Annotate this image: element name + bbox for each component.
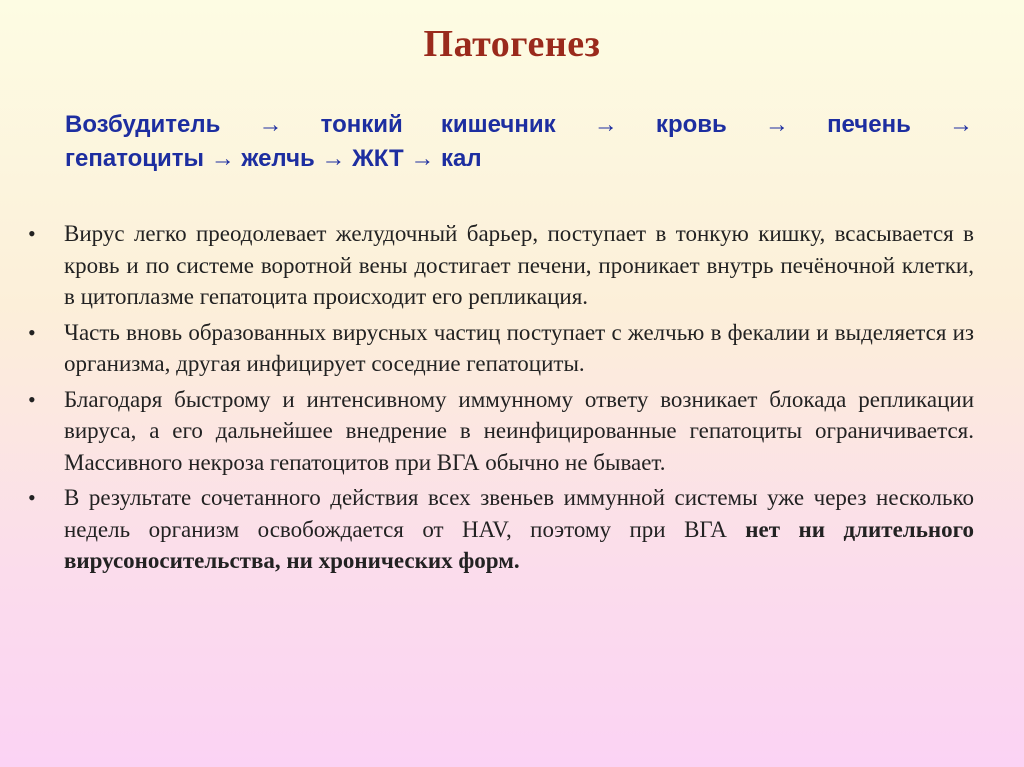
bullet-text: Вирус легко преодолевает желудочный барьер, поступает в тонкую кишку, всасывается в кровь и по системе воротной вены достигает печени, проникает внутрь печёночной клетки, в цитоплазме гепатоцита происходит его репликация. bbox=[64, 221, 974, 309]
bullet-marker: • bbox=[28, 221, 36, 246]
bullet-item bbox=[28, 482, 974, 577]
bullet-text: В результате сочетанного действия всех звеньев иммунной системы уже через несколько недель организм освобождается от HAV, поэтому при ВГА bbox=[64, 485, 974, 542]
bullet-marker: • bbox=[28, 319, 36, 345]
slide-title: Патогенез bbox=[423, 23, 601, 65]
bullet-text: Благодаря быстрому и интенсивному иммунному ответу возникает блокада репликации вируса, а его дальнейшее внедрение в неинфицированные гепатоциты ограничивается. Массивного некроза гепатоцитов при ВГА обычно не бывает. bbox=[64, 386, 974, 475]
bullet-item bbox=[28, 317, 974, 380]
bullet-item bbox=[28, 384, 974, 479]
bullet-text: Часть вновь образованных вирусных частиц поступает с желчью в фекалии и выделяется из организма, другая инфицирует соседние гепатоциты. bbox=[64, 319, 974, 376]
pathogenesis-flow bbox=[65, 108, 973, 176]
bullet-bold-conclusion: нет ни длительного вирусоносительства, ни хронических форм. bbox=[64, 516, 974, 573]
bullet-item bbox=[28, 218, 974, 313]
bullet-marker: • bbox=[28, 386, 36, 412]
bullet-list bbox=[28, 218, 974, 581]
flow-line-1: Возбудитель → тонкий кишечник → кровь → печень → bbox=[65, 111, 973, 138]
bullet-marker: • bbox=[28, 485, 36, 510]
flow-line-2: гепатоциты → желчь → ЖКТ → кал bbox=[65, 145, 482, 172]
